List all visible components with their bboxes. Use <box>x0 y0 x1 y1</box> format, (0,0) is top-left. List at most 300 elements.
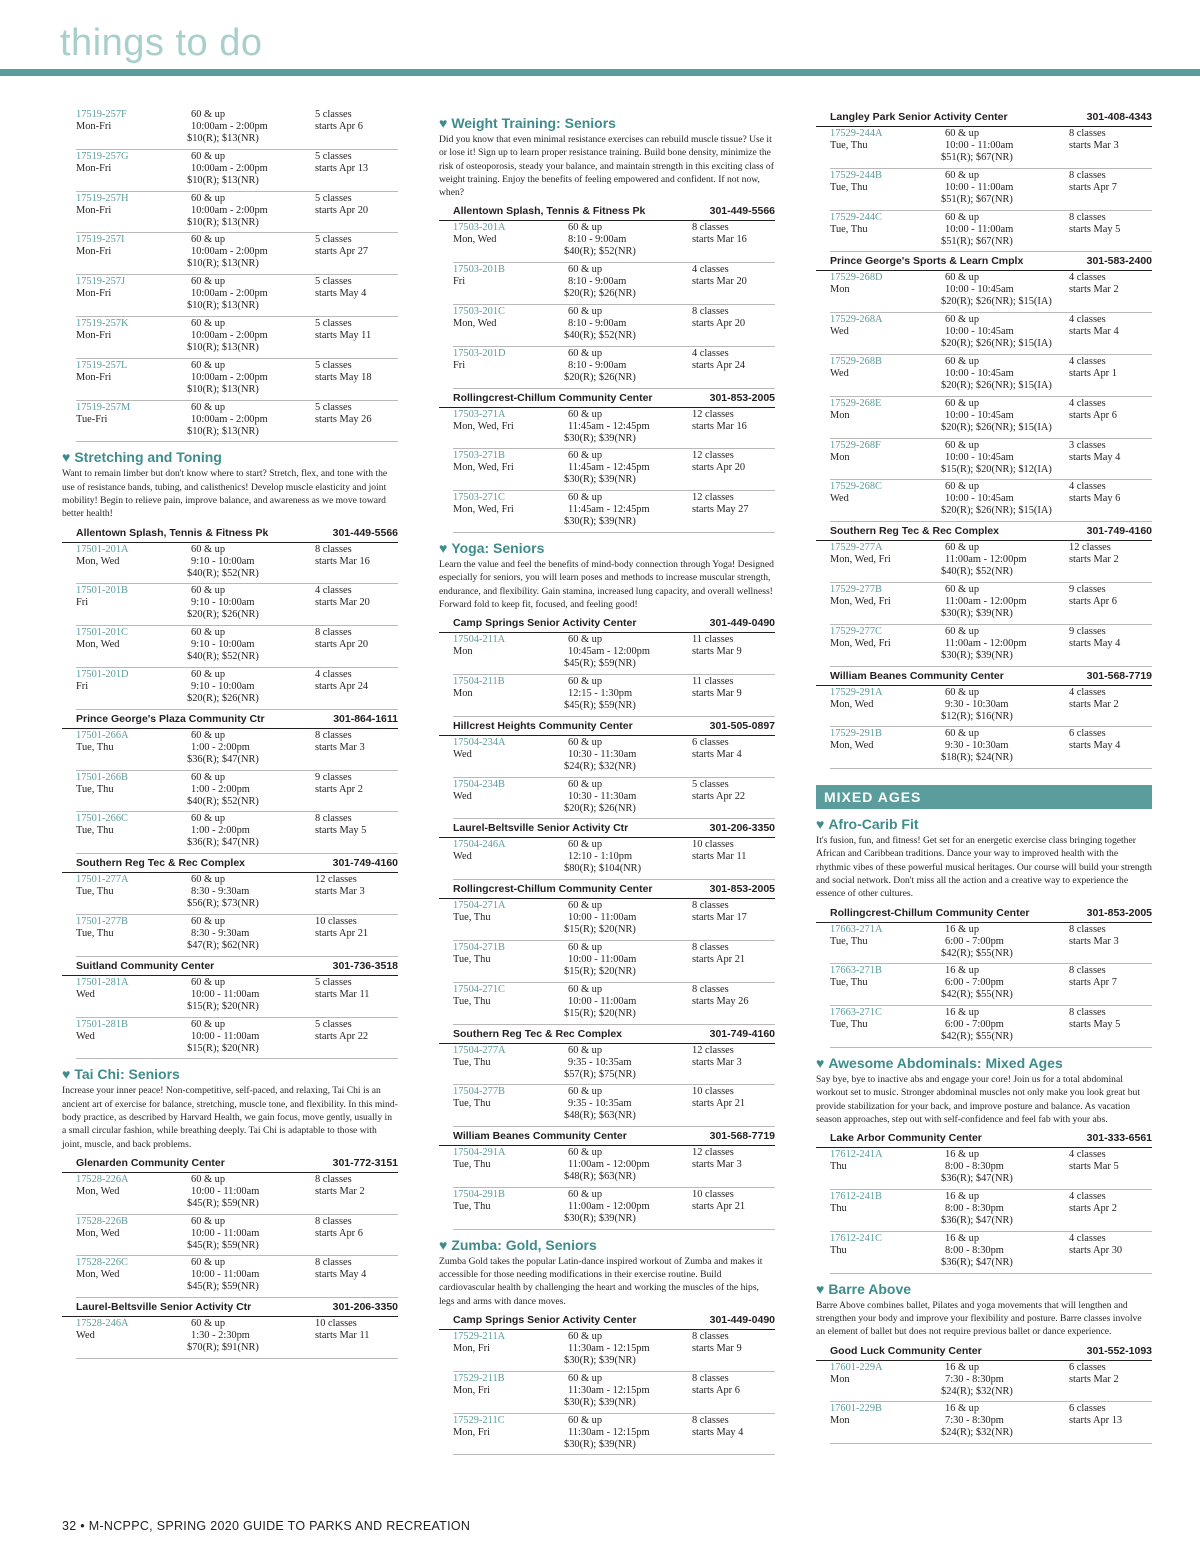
class-fee: $70(R); $91(NR) <box>187 1342 259 1354</box>
course-code: 17519-257F <box>76 109 127 120</box>
section-title <box>816 815 1152 833</box>
start-date: starts Mar 2 <box>1069 698 1119 710</box>
class-days: Mon, Wed <box>76 1185 120 1197</box>
class-row <box>76 359 398 401</box>
course-code: 17501-281A <box>76 976 129 988</box>
class-count: 5 classes <box>315 276 352 288</box>
class-time: 9:10 - 10:00am <box>191 555 255 567</box>
class-time: 10:45am - 12:00pm <box>568 646 650 658</box>
start-date: starts Mar 2 <box>1069 284 1119 296</box>
column-middle <box>439 108 775 1455</box>
class-time: 11:30am - 12:15pm <box>568 1343 650 1354</box>
course-code: 17529-211C <box>453 1414 505 1426</box>
class-count: 12 classes <box>315 874 357 886</box>
course-code: 17503-271C <box>453 492 505 504</box>
header-rule <box>0 69 1200 76</box>
class-fee: $10(R); $13(NR) <box>187 216 259 228</box>
class-fee: $48(R); $63(NR) <box>564 1171 636 1183</box>
class-row <box>830 355 1152 397</box>
location-name: Rollingcrest-Chillum Community Center <box>453 883 653 896</box>
class-fee: $30(R); $39(NR) <box>564 432 636 444</box>
class-days: Mon <box>453 646 473 658</box>
start-date: starts May 26 <box>692 995 749 1007</box>
age-group: 60 & up <box>945 355 980 367</box>
class-days: Tue, Thu <box>76 927 114 939</box>
location-phone: 301-853-2005 <box>709 391 775 404</box>
start-date: starts Mar 3 <box>1069 935 1119 947</box>
location-header <box>816 109 1152 127</box>
start-date: starts Mar 11 <box>315 1330 370 1342</box>
start-date: starts May 5 <box>315 825 367 837</box>
start-date: starts Apr 20 <box>692 318 746 330</box>
class-row <box>453 1330 775 1372</box>
class-row <box>830 1402 1152 1444</box>
section-description: Want to remain limber but don't know where to start? Stretch, flex, and tone with the use of resistance bands, tubing, and calisthenics! Develop muscle elasticity and joint mobility! Begin to relieve pain, improve balance, and awareness as we move toward better health! <box>62 468 388 520</box>
class-count: 9 classes <box>1069 625 1106 637</box>
start-date: starts Apr 20 <box>692 462 746 474</box>
class-fee: $15(R); $20(NR) <box>187 1042 259 1054</box>
section-title-text: Zumba: Gold, Seniors <box>451 1236 597 1253</box>
age-group: 60 & up <box>568 1414 603 1426</box>
start-date: starts Mar 20 <box>315 597 370 609</box>
age-group: 60 & up <box>191 915 226 927</box>
section-title-text: Afro-Carib Fit <box>828 816 919 833</box>
class-days: Fri <box>453 359 466 371</box>
location-header <box>439 390 775 408</box>
start-date: starts Mar 17 <box>692 912 747 924</box>
class-days: Mon, Wed, Fri <box>453 504 514 516</box>
location-name: Good Luck Community Center <box>830 1344 982 1357</box>
location-phone: 301-552-1093 <box>1086 1344 1152 1357</box>
course-code: 17529-268F <box>830 439 881 451</box>
start-date: starts May 4 <box>692 1426 744 1438</box>
section-title-text: Barre Above <box>828 1280 912 1297</box>
location-phone: 301-568-7719 <box>1086 669 1152 682</box>
course-code: 17519-257L <box>76 359 128 371</box>
class-fee: $57(R); $75(NR) <box>564 1068 636 1080</box>
class-time: 8:30 - 9:30am <box>191 927 250 939</box>
class-count: 8 classes <box>315 543 352 555</box>
age-group: 60 & up <box>568 492 603 504</box>
class-count: 8 classes <box>315 1257 352 1269</box>
age-group: 60 & up <box>191 627 226 639</box>
class-time: 1:00 - 2:00pm <box>191 741 250 753</box>
location-name: Glenarden Community Center <box>76 1156 225 1169</box>
class-days: Mon, Wed <box>830 698 874 710</box>
course-code: 17528-226C <box>76 1257 128 1269</box>
start-date: starts Apr 13 <box>1069 1415 1123 1427</box>
course-code: 17612-241C <box>830 1232 882 1244</box>
location-header <box>816 668 1152 686</box>
class-count: 4 classes <box>1069 1232 1106 1244</box>
location-header <box>62 1299 398 1317</box>
class-row <box>830 313 1152 355</box>
class-days: Tue-Fri <box>76 413 108 425</box>
age-group: 16 & up <box>945 1361 980 1373</box>
class-count: 5 classes <box>315 150 352 162</box>
class-days: Thu <box>830 1161 847 1173</box>
class-fee: $30(R); $39(NR) <box>564 474 636 486</box>
class-time: 11:30am - 12:15pm <box>568 1384 650 1396</box>
class-fee: $15(R); $20(NR) <box>564 966 636 978</box>
class-days: Tue, Thu <box>453 1159 491 1171</box>
age-group: 16 & up <box>945 923 980 935</box>
course-code: 17504-291B <box>453 1189 505 1201</box>
course-code: 17501-277A <box>76 874 129 886</box>
class-time: 11:45am - 12:45pm <box>568 504 650 516</box>
class-time: 10:00 - 11:00am <box>568 954 637 966</box>
class-row <box>453 1085 775 1127</box>
location-name: Laurel-Beltsville Senior Activity Ctr <box>76 1301 252 1314</box>
start-date: starts Mar 3 <box>315 741 365 753</box>
class-row <box>76 626 398 668</box>
class-fee: $45(R); $59(NR) <box>564 658 636 670</box>
class-time: 8:10 - 9:00am <box>568 318 627 330</box>
class-row <box>830 1006 1152 1048</box>
course-code: 17528-226B <box>76 1215 128 1227</box>
course-code: 17503-271B <box>453 450 505 462</box>
course-code: 17504-271B <box>453 942 505 954</box>
class-days: Mon-Fri <box>76 246 112 258</box>
class-fee: $42(R); $55(NR) <box>941 947 1013 959</box>
section-title <box>62 1065 398 1083</box>
location-header <box>816 905 1152 923</box>
location-phone: 301-505-0897 <box>709 719 775 732</box>
location-header <box>816 253 1152 271</box>
age-group: 60 & up <box>191 771 226 783</box>
course-code: 17529-211A <box>453 1331 506 1342</box>
location-name: Camp Springs Senior Activity Center <box>453 1314 637 1326</box>
class-time: 10:00 - 11:00am <box>191 1227 260 1239</box>
location-name: William Beanes Community Center <box>453 1130 627 1143</box>
class-row <box>76 1018 398 1060</box>
class-count: 6 classes <box>1069 1403 1106 1415</box>
start-date: starts May 27 <box>692 504 749 516</box>
class-days: Mon <box>830 409 850 421</box>
class-count: 8 classes <box>315 729 352 741</box>
section-title <box>816 1054 1152 1072</box>
course-code: 17612-241B <box>830 1191 882 1203</box>
class-fee: $40(R); $52(NR) <box>187 567 259 579</box>
class-count: 4 classes <box>1069 1191 1106 1203</box>
class-time: 11:00am - 12:00pm <box>945 595 1027 607</box>
location-header <box>816 523 1152 541</box>
class-time: 10:00 - 11:00am <box>191 1185 260 1197</box>
class-count: 5 classes <box>315 192 352 204</box>
class-count: 5 classes <box>315 359 352 371</box>
class-fee: $45(R); $59(NR) <box>187 1197 259 1209</box>
class-fee: $15(R); $20(NR) <box>187 1000 259 1012</box>
location-name: Allentown Splash, Tennis & Fitness Pk <box>453 205 646 218</box>
class-fee: $20(R); $26(NR); $15(IA) <box>941 296 1052 308</box>
course-code: 17501-201B <box>76 585 128 597</box>
class-count: 6 classes <box>1069 1361 1106 1373</box>
class-days: Tue, Thu <box>453 1201 491 1213</box>
class-count: 10 classes <box>692 1086 734 1098</box>
class-days: Tue, Thu <box>453 912 491 924</box>
course-code: 17504-234B <box>453 778 505 790</box>
class-days: Mon <box>453 688 473 700</box>
start-date: starts Apr 21 <box>692 1098 746 1110</box>
class-time: 8:00 - 8:30pm <box>945 1244 1004 1256</box>
start-date: starts Apr 7 <box>1069 977 1117 989</box>
age-group: 60 & up <box>945 728 980 740</box>
class-days: Mon, Fri <box>453 1384 490 1396</box>
class-fee: $45(R); $59(NR) <box>187 1239 259 1251</box>
start-date: starts May 26 <box>315 413 372 425</box>
start-date: starts Mar 5 <box>1069 1161 1119 1173</box>
class-days: Mon, Wed, Fri <box>830 637 891 649</box>
class-count: 4 classes <box>692 347 729 359</box>
start-date: starts Mar 20 <box>692 276 747 288</box>
class-time: 12:10 - 1:10pm <box>568 851 633 863</box>
age-group: 16 & up <box>945 1191 980 1203</box>
class-count: 8 classes <box>1069 211 1106 223</box>
class-days: Mon, Wed, Fri <box>830 554 891 566</box>
class-row <box>453 1146 775 1188</box>
start-date: starts Apr 6 <box>315 1227 363 1239</box>
course-code: 17529-277B <box>830 583 882 595</box>
age-group: 60 & up <box>945 211 980 223</box>
class-time: 1:30 - 2:30pm <box>191 1330 250 1342</box>
age-group: 60 & up <box>945 169 980 181</box>
class-days: Mon-Fri <box>76 288 112 300</box>
class-count: 4 classes <box>1069 686 1106 698</box>
class-days: Mon, Fri <box>453 1343 490 1354</box>
heart-icon: ♥ <box>816 1055 825 1072</box>
location-phone: 301-864-1611 <box>333 712 398 725</box>
class-days: Wed <box>830 493 849 505</box>
start-date: starts Apr 7 <box>1069 181 1117 193</box>
class-row <box>830 1148 1152 1190</box>
class-count: 8 classes <box>1069 923 1106 935</box>
start-date: starts Mar 3 <box>692 1159 742 1171</box>
class-count: 8 classes <box>692 942 729 954</box>
class-fee: $36(R); $47(NR) <box>187 753 259 765</box>
class-count: 10 classes <box>315 915 357 927</box>
class-days: Mon <box>830 1373 850 1385</box>
class-time: 10:00 - 11:00am <box>191 988 260 1000</box>
class-fee: $18(R); $24(NR) <box>941 752 1013 764</box>
class-fee: $20(R); $26(NR); $15(IA) <box>941 379 1052 391</box>
age-group: 60 & up <box>568 1044 603 1056</box>
start-date: starts Mar 2 <box>1069 1373 1119 1385</box>
age-group: 60 & up <box>945 583 980 595</box>
start-date: starts May 4 <box>315 1269 367 1281</box>
class-row <box>453 1044 775 1086</box>
start-date: starts Apr 1 <box>1069 367 1117 379</box>
course-code: 17519-257I <box>76 234 125 246</box>
class-time: 10:00 - 11:00am <box>945 181 1014 193</box>
section-description: Increase your inner peace! Non-competitive, self-paced, and relaxing, Tai Chi is an ancient art of exercise for balance, stretching, muscle tone, and flexibility. In this mind-body practice, as described by Harvard Health, we gain focus, move gently, usually in a small circular fashion, while breathing deeply. Tai Chi is adaptable to those with joint, muscle, and back problems. <box>62 1085 398 1150</box>
class-count: 9 classes <box>315 771 352 783</box>
class-fee: $30(R); $39(NR) <box>564 1438 636 1450</box>
class-fee: $15(R); $20(NR) <box>564 924 636 936</box>
location-phone: 301-853-2005 <box>709 883 775 896</box>
course-code: 17501-266A <box>76 729 129 741</box>
class-days: Tue, Thu <box>76 741 114 753</box>
class-count: 5 classes <box>315 401 352 413</box>
start-date: starts Apr 21 <box>315 927 369 939</box>
class-row <box>453 633 775 675</box>
class-row <box>453 675 775 717</box>
class-days: Mon <box>830 451 850 463</box>
class-count: 4 classes <box>315 668 352 680</box>
class-count: 4 classes <box>1069 272 1106 284</box>
start-date: starts Mar 9 <box>692 688 742 700</box>
class-row <box>830 686 1152 728</box>
class-time: 9:30 - 10:30am <box>945 698 1009 710</box>
page-title: things to do <box>60 22 263 64</box>
class-count: 8 classes <box>315 1173 352 1185</box>
class-time: 10:00 - 10:45am <box>945 451 1014 463</box>
class-fee: $45(R); $59(NR) <box>564 700 636 712</box>
location-phone: 301-449-0490 <box>709 617 775 630</box>
class-count: 5 classes <box>315 976 352 988</box>
course-code: 17504-291A <box>453 1147 506 1159</box>
start-date: starts May 4 <box>1069 451 1121 463</box>
age-group: 16 & up <box>945 1007 980 1019</box>
class-row <box>76 233 398 275</box>
class-days: Mon-Fri <box>76 162 112 174</box>
age-group: 60 & up <box>945 272 980 284</box>
class-count: 4 classes <box>1069 481 1106 493</box>
class-fee: $20(R); $26(NR) <box>564 802 636 814</box>
class-fee: $10(R); $13(NR) <box>187 300 259 312</box>
class-time: 7:30 - 8:30pm <box>945 1415 1004 1427</box>
age-group: 60 & up <box>568 900 603 912</box>
section-description: Barre Above combines ballet, Pilates and yoga movements that will lengthen and strengthen your body and improve your flexibility and posture. Barre classes involve an element of ballet but does not require previous ballet or dance experience. <box>816 1299 1142 1338</box>
age-group: 60 & up <box>945 128 980 139</box>
class-days: Tue, Thu <box>76 825 114 837</box>
class-fee: $24(R); $32(NR) <box>941 1427 1013 1439</box>
age-group: 60 & up <box>568 1189 603 1201</box>
start-date: starts Apr 22 <box>692 790 746 802</box>
course-code: 17663-271B <box>830 965 882 977</box>
course-code: 17504-211A <box>453 634 506 646</box>
class-fee: $20(R); $26(NR) <box>564 288 636 300</box>
class-count: 5 classes <box>315 109 352 120</box>
start-date: starts Mar 2 <box>315 1185 365 1197</box>
start-date: starts Mar 9 <box>692 646 742 658</box>
class-days: Tue, Thu <box>830 1019 868 1031</box>
page-header <box>0 0 1200 78</box>
class-count: 4 classes <box>1069 314 1106 326</box>
start-date: starts Apr 6 <box>1069 595 1117 607</box>
location-phone: 301-568-7719 <box>709 1130 775 1143</box>
start-date: starts Mar 3 <box>1069 140 1119 151</box>
class-fee: $51(R); $67(NR) <box>941 193 1013 205</box>
class-row <box>830 1232 1152 1274</box>
start-date: starts Apr 24 <box>315 680 369 692</box>
class-row <box>453 263 775 305</box>
class-days: Tue, Thu <box>830 977 868 989</box>
age-group: 60 & up <box>191 813 226 825</box>
location-name: Allentown Splash, Tennis & Fitness Pk <box>76 526 269 539</box>
class-time: 10:00am - 2:00pm <box>191 204 268 216</box>
class-count: 4 classes <box>1069 397 1106 409</box>
class-time: 10:00am - 2:00pm <box>191 371 268 383</box>
class-fee: $30(R); $39(NR) <box>564 1355 636 1366</box>
course-code: 17501-201D <box>76 668 129 680</box>
class-days: Tue, Thu <box>830 935 868 947</box>
class-fee: $20(R); $26(NR) <box>187 609 259 621</box>
class-days: Wed <box>453 790 472 802</box>
age-group: 60 & up <box>191 976 226 988</box>
class-fee: $51(R); $67(NR) <box>941 152 1013 163</box>
class-count: 11 classes <box>692 634 734 646</box>
class-days: Mon, Wed, Fri <box>830 595 891 607</box>
class-count: 12 classes <box>692 1147 734 1159</box>
class-time: 6:00 - 7:00pm <box>945 935 1004 947</box>
section-title <box>439 539 775 557</box>
class-time: 10:00 - 11:00am <box>945 223 1014 235</box>
course-code: 17601-229A <box>830 1361 883 1373</box>
location-name: Southern Reg Tec & Rec Complex <box>830 525 1000 538</box>
class-time: 10:00 - 11:00am <box>568 995 637 1007</box>
class-fee: $30(R); $39(NR) <box>564 1213 636 1225</box>
course-code: 17601-229B <box>830 1403 882 1415</box>
age-group: 60 & up <box>568 222 603 234</box>
class-time: 1:00 - 2:00pm <box>191 825 250 837</box>
course-code: 17663-271A <box>830 923 883 935</box>
age-group: 16 & up <box>945 1232 980 1244</box>
class-time: 12:15 - 1:30pm <box>568 688 633 700</box>
location-header <box>816 1343 1152 1361</box>
class-time: 8:10 - 9:00am <box>568 359 627 371</box>
age-group: 60 & up <box>191 276 226 288</box>
class-count: 8 classes <box>1069 128 1106 139</box>
age-group: 60 & up <box>191 192 226 204</box>
location-header <box>816 1130 1152 1148</box>
class-days: Mon <box>830 284 850 296</box>
class-row <box>76 317 398 359</box>
class-fee: $10(R); $13(NR) <box>187 341 259 353</box>
class-fee: $10(R); $13(NR) <box>187 425 259 437</box>
start-date: starts Apr 2 <box>1069 1203 1117 1215</box>
start-date: starts Mar 11 <box>315 988 370 1000</box>
column-right <box>816 108 1152 1444</box>
course-code: 17501-277B <box>76 915 128 927</box>
class-time: 11:30am - 12:15pm <box>568 1426 650 1438</box>
class-row <box>830 480 1152 522</box>
course-code: 17519-257H <box>76 192 129 204</box>
age-group: 60 & up <box>191 668 226 680</box>
location-header <box>439 203 775 221</box>
course-code: 17501-281B <box>76 1018 128 1030</box>
class-fee: $40(R); $52(NR) <box>564 330 636 342</box>
start-date: starts May 11 <box>315 329 372 341</box>
class-row <box>453 347 775 389</box>
class-fee: $36(R); $47(NR) <box>187 837 259 849</box>
start-date: starts Apr 30 <box>1069 1244 1123 1256</box>
class-count: 8 classes <box>692 1331 729 1342</box>
class-count: 8 classes <box>692 900 729 912</box>
age-group: 60 & up <box>191 1173 226 1185</box>
location-name: Laurel-Beltsville Senior Activity Ctr <box>453 822 629 835</box>
start-date: starts Apr 21 <box>692 954 746 966</box>
location-name: Hillcrest Heights Community Center <box>453 719 633 732</box>
class-days: Wed <box>76 1030 95 1042</box>
class-row <box>830 964 1152 1006</box>
section-title-text: Tai Chi: Seniors <box>74 1066 180 1083</box>
class-row <box>453 899 775 941</box>
class-count: 3 classes <box>1069 439 1106 451</box>
age-group: 60 & up <box>191 1257 226 1269</box>
class-days: Fri <box>76 680 89 692</box>
class-time: 9:35 - 10:35am <box>568 1098 632 1110</box>
location-name: Prince George's Sports & Learn Cmplx <box>830 255 1024 268</box>
